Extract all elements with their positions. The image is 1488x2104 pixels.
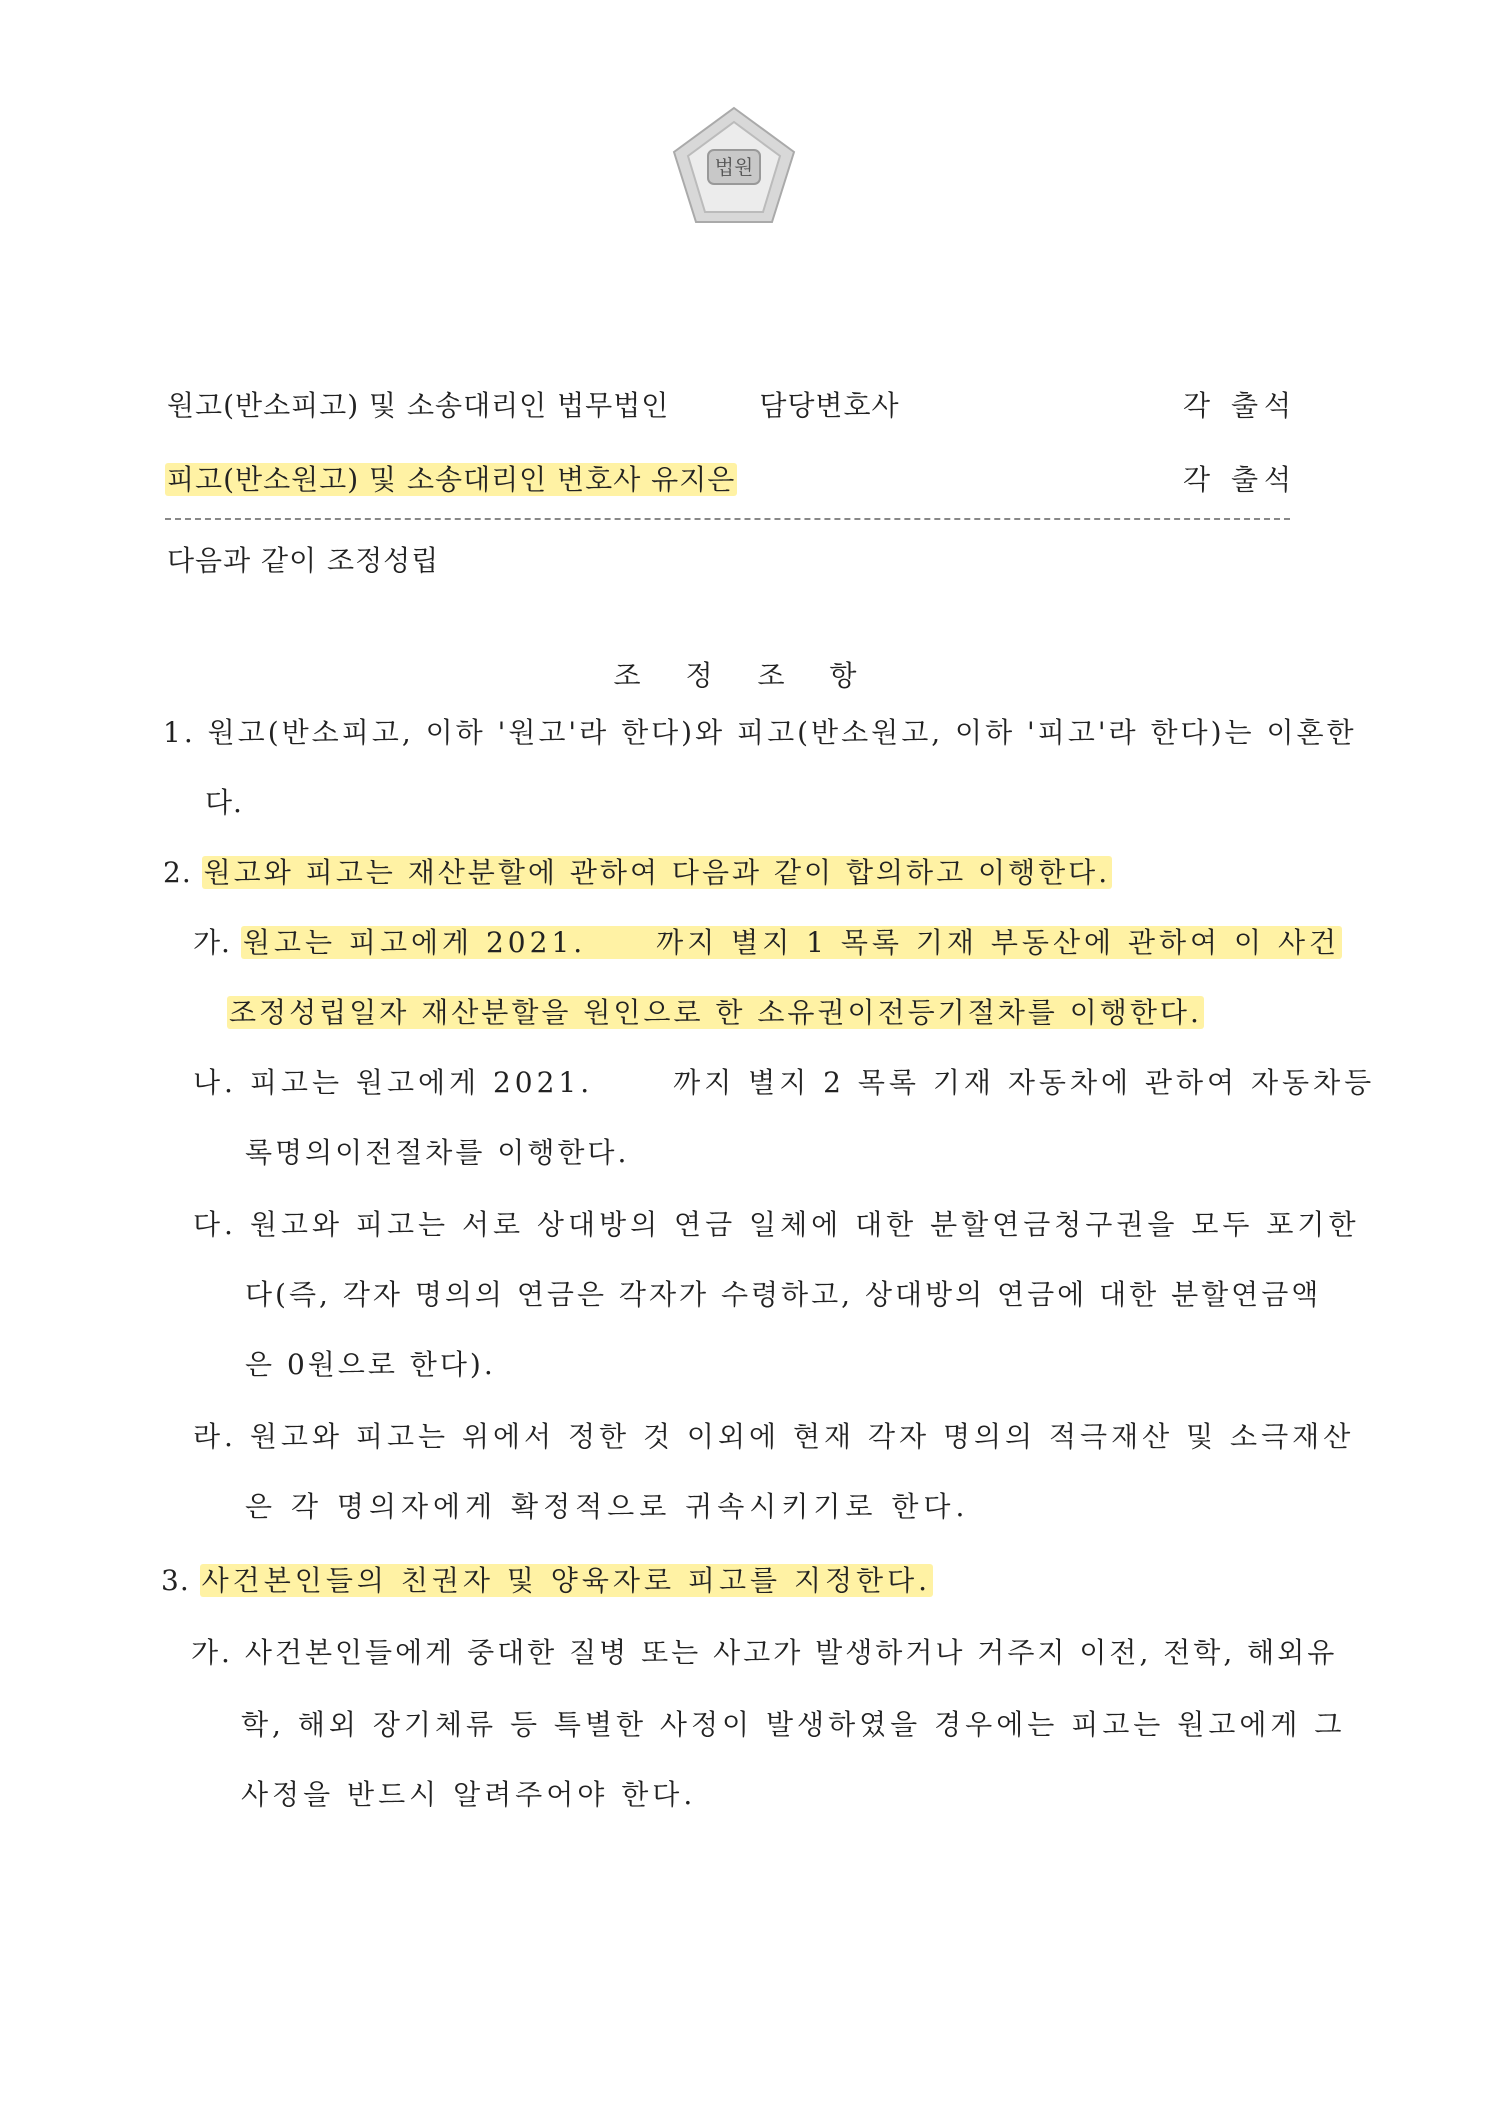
clause-2a-line-2 [227, 993, 1204, 1033]
clause-2 [163, 853, 1112, 893]
clause-2d-line-2: 은 각 명의자에게 확정적으로 귀속시키기로 한다. [245, 1490, 970, 1523]
clause-3a-line-1: 가. 사건본인들에게 중대한 질병 또는 사고가 발생하거나 거주지 이전, 전학, 해외유 [191, 1636, 1338, 1669]
clause-2a-line-1 [193, 923, 1342, 963]
clause-2a-text-a: 원고는 피고에게 2021. [242, 926, 587, 959]
clause-2b-line-1 [193, 1063, 1375, 1103]
clause-2a-marker: 가. [193, 926, 231, 959]
intro-text: 다음과 같이 조정성립 [167, 544, 440, 577]
attendance-defendant-party: 피고(반소원고) 및 소송대리인 변호사 유지은 [167, 463, 736, 496]
divider [165, 518, 1290, 520]
clause-2c-line-3: 은 0원으로 한다). [245, 1348, 496, 1381]
court-seal-icon [664, 100, 804, 230]
seal-text: 법원 [714, 155, 754, 179]
attendance-plaintiff-status: 각 출석 [1183, 389, 1298, 422]
clause-1-line-2: 다. [205, 786, 243, 819]
clause-2c-line-2: 다(즉, 각자 명의의 연금은 각자가 수령하고, 상대방의 연금에 대한 분할연금액 [245, 1278, 1322, 1311]
clause-2-number: 2. [163, 856, 192, 889]
section-heading: 조 정 조 항 [613, 659, 875, 692]
attendance-plaintiff-role: 담당변호사 [759, 389, 900, 422]
clause-2c-line-1: 다. 원고와 피고는 서로 상대방의 연금 일체에 대한 분할연금청구권을 모두 포기한 [193, 1208, 1360, 1241]
attendance-plaintiff [167, 386, 900, 426]
clause-3a-line-2: 학, 해외 장기체류 등 특별한 사정이 발생하였을 경우에는 피고는 원고에게 그 [241, 1708, 1346, 1741]
clause-3a-line-3: 사정을 반드시 알려주어야 한다. [241, 1778, 697, 1811]
clause-3 [161, 1561, 933, 1601]
clause-3-number: 3. [161, 1564, 190, 1597]
clause-2a-text-c: 조정성립일자 재산분할을 원인으로 한 소유권이전등기절차를 이행한다. [229, 996, 1202, 1029]
clause-2-text: 원고와 피고는 재산분할에 관하여 다음과 같이 합의하고 이행한다. [203, 856, 1111, 889]
clause-2b-text-a: 나. 피고는 원고에게 2021. [193, 1066, 594, 1099]
clause-3-text: 사건본인들의 친권자 및 양육자로 피고를 지정한다. [201, 1564, 932, 1597]
clause-2b-text-b: 까지 별지 2 목록 기재 자동차에 관하여 자동차등 [673, 1066, 1376, 1099]
attendance-defendant-status: 각 출석 [1183, 463, 1298, 496]
clause-2d-line-1: 라. 원고와 피고는 위에서 정한 것 이외에 현재 각자 명의의 적극재산 및 소극재산 [193, 1420, 1355, 1453]
clause-2a-text-b: 까지 별지 1 목록 기재 부동산에 관하여 이 사건 [656, 926, 1341, 959]
attendance-plaintiff-party: 원고(반소피고) 및 소송대리인 법무법인 [167, 389, 670, 422]
clause-2b-line-2: 록명의이전절차를 이행한다. [245, 1136, 630, 1169]
attendance-defendant [165, 460, 737, 500]
clause-1-line-1: 1. 원고(반소피고, 이하 '원고'라 한다)와 피고(반소원고, 이하 '피고'라 한다)는 이혼한 [163, 716, 1357, 749]
